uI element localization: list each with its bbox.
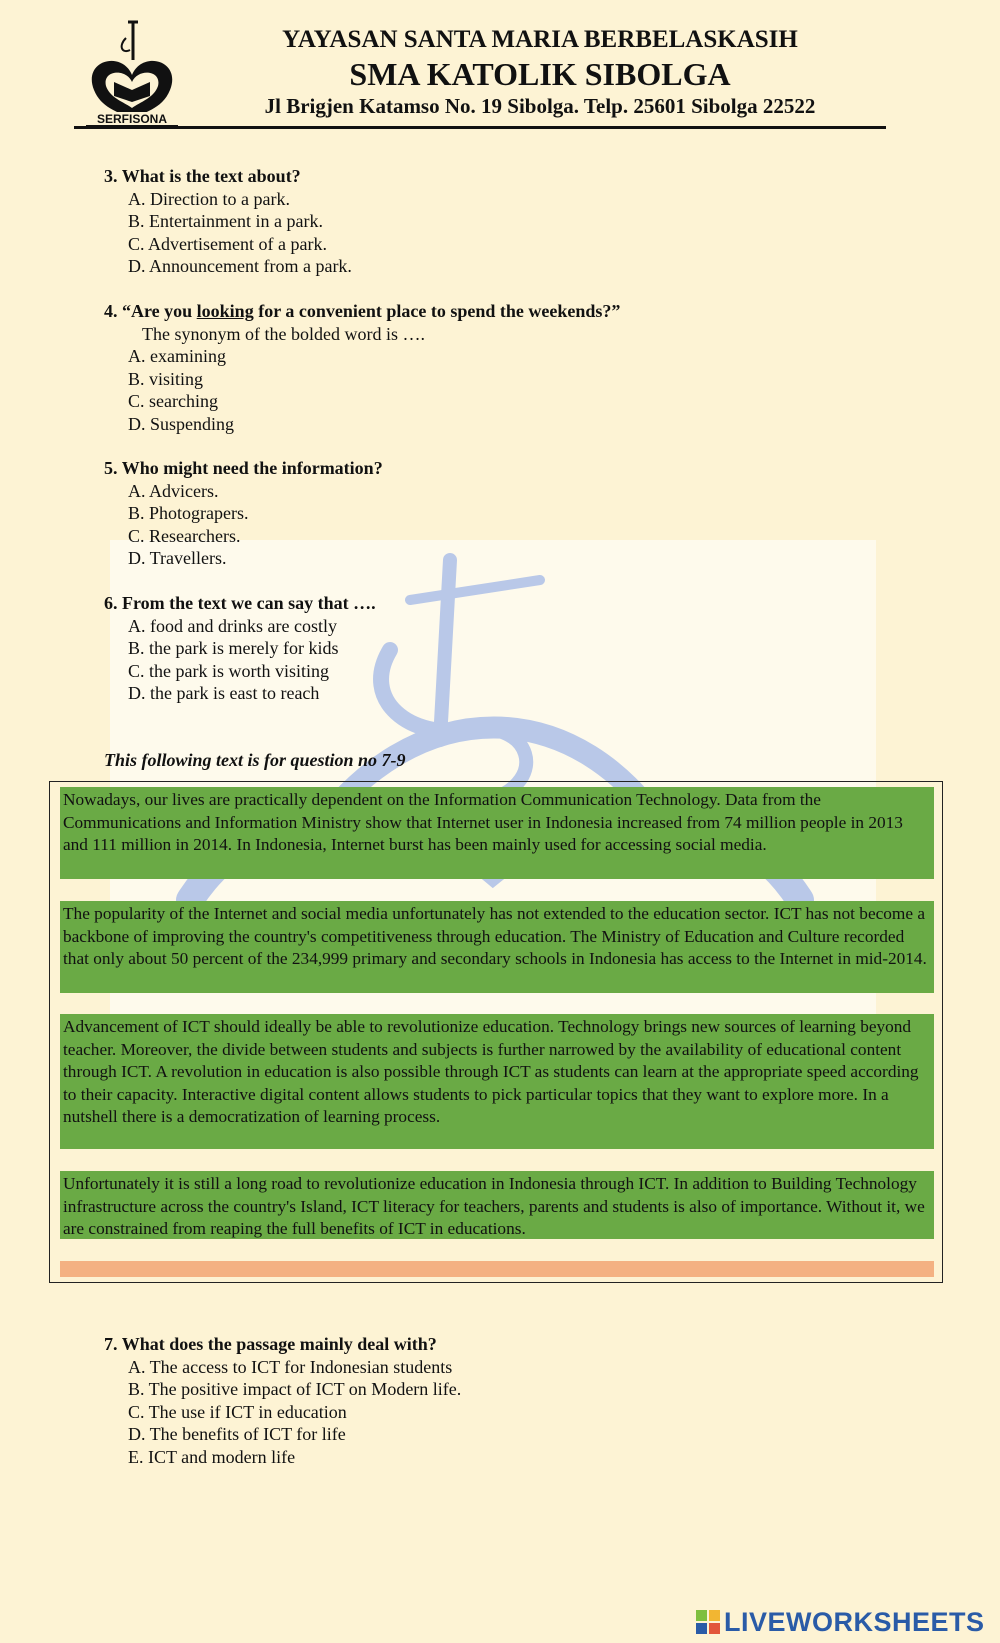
option-d[interactable]: D. The benefits of ICT for life <box>128 1424 346 1444</box>
option-d[interactable]: D. Announcement from a park. <box>128 256 352 276</box>
question-subtext: The synonym of the bolded word is …. <box>142 323 425 344</box>
option-d[interactable]: D. Travellers. <box>128 548 227 568</box>
option-d[interactable]: D. the park is east to reach <box>128 683 320 703</box>
question-number: 6 <box>104 593 113 613</box>
liveworksheets-brand[interactable] <box>695 1606 985 1638</box>
question-6: 6. From the text we can say that …. A. food and drinks are costly B. the park is merely for kids C. the park is worth visiting D. the park is east to reach <box>104 593 376 703</box>
liveworksheets-logo-icon <box>695 1609 721 1635</box>
option-c[interactable]: C. the park is worth visiting <box>128 660 329 681</box>
option-c[interactable]: C. Advertisement of a park. <box>128 233 327 254</box>
question-number: 4 <box>104 301 113 321</box>
underlined-word: looking <box>196 301 254 321</box>
question-number: 7 <box>104 1334 113 1354</box>
school-name: SMA KATOLIK SIBOLGA <box>349 56 731 92</box>
option-a[interactable]: A. The access to ICT for Indonesian students <box>128 1356 453 1377</box>
option-a[interactable]: A. food and drinks are costly <box>128 615 337 636</box>
school-address: Jl Brigjen Katamso No. 19 Sibolga. Telp. 25601 Sibolga 22522 <box>264 94 816 118</box>
option-b[interactable]: B. the park is merely for kids <box>128 638 339 658</box>
option-c[interactable]: C. Researchers. <box>128 525 241 546</box>
option-a[interactable]: A. Advicers. <box>128 480 219 501</box>
option-b[interactable]: B. Entertainment in a park. <box>128 211 323 231</box>
question-stem: Who might need the information? <box>121 458 383 478</box>
question-5: 5. Who might need the information? A. Advicers. B. Photograpers. C. Researchers. D. Travellers. <box>104 458 383 568</box>
passage-paragraph-2: The popularity of the Internet and social media unfortunately has not extended to the education sector. ICT has not become a backbone of improving the country's competitiveness through education. The Ministry of Education and Culture recorded that only about 50 percent of the 234,999 primary and secondary schools in Indonesia has access to the Internet in mid-2014. <box>60 901 934 993</box>
passage-paragraph-4: Unfortunately it is still a long road to revolutionize education in Indonesia through ICT. In addition to Building Technology infrastructure across the country's Island, ICT literacy for teachers, parents and students is also of importance. Without it, we are constrained from reaping the full benefits of ICT in educations. <box>60 1171 934 1239</box>
option-c[interactable]: C. The use if ICT in education <box>128 1401 347 1422</box>
option-a[interactable]: A. examining <box>128 346 226 366</box>
option-b[interactable]: B. The positive impact of ICT on Modern life. <box>128 1379 462 1399</box>
question-number: 3 <box>104 166 113 186</box>
header-divider <box>74 126 886 129</box>
logo-caption: SERFISONA <box>96 112 168 126</box>
option-b[interactable]: B. visiting <box>128 368 204 389</box>
question-stem: What does the passage mainly deal with? <box>121 1334 437 1354</box>
question-4: 4. “Are you looking for a convenient place to spend the weekends?” The synonym of the bolded word is …. A. examining B. visiting C. searching D. Suspending <box>104 301 621 434</box>
option-e[interactable]: E. ICT and modern life <box>128 1446 296 1467</box>
brand-text: LIVEWORKSHEETS <box>724 1606 985 1637</box>
question-7: 7. What does the passage mainly deal with? A. The access to ICT for Indonesian students B. The positive impact of ICT on Modern life. C. The use if ICT in education D. The benefits of ICT for life E. ICT and modern life <box>104 1334 462 1467</box>
question-3: 3. What is the text about? A. Direction to a park. B. Entertainment in a park. C. Advertisement of a park. D. Announcement from a park. <box>104 166 352 276</box>
passage-intro: This following text is for question no 7-9 <box>104 750 406 770</box>
passage-paragraph-1: Nowadays, our lives are practically dependent on the Information Communication Technology. Data from the Communications and Information Ministry show that Internet user in Indonesia increased from 74 million people in 2013 and 111 million in 2014. In Indonesia, Internet burst has been mainly used for accessing social media. <box>60 787 934 879</box>
question-stem: From the text we can say that …. <box>122 593 376 613</box>
question-number: 5 <box>104 458 113 478</box>
option-b[interactable]: B. Photograpers. <box>128 503 249 523</box>
question-stem: What is the text about? <box>121 166 301 186</box>
option-c[interactable]: C. searching <box>128 391 218 411</box>
foundation-name: YAYASAN SANTA MARIA BERBELASKASIH <box>282 26 798 53</box>
option-d[interactable]: D. Suspending <box>128 413 235 434</box>
passage-bottom-bar <box>60 1261 934 1277</box>
school-logo <box>82 20 182 128</box>
option-a[interactable]: A. Direction to a park. <box>128 188 290 209</box>
passage-paragraph-3: Advancement of ICT should ideally be able to revolutionize education. Technology brings new sources of learning beyond teacher. Moreover, the divide between students and subjects is further narrowed by the availability of educational content through ICT. A revolution in education is also possible through ICT as students can learn at the appropriate speed according to their capacity. Interactive digital content allows students to pick particular topics that they want to explore more. In a nutshell there is a democratization of learning process. <box>60 1014 934 1149</box>
